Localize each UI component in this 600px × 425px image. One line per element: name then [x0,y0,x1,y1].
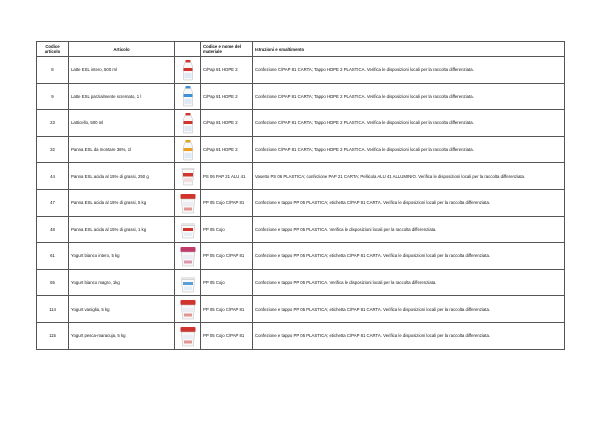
cell-material: PP 05 Cojo [201,216,253,243]
cell-code: 8 [37,57,69,84]
cell-image [175,189,201,216]
table-row [37,322,565,349]
table-row [37,110,565,137]
cell-material: PP 05 Cojo C/PAP 81 [201,243,253,270]
bottle-icon [179,85,197,107]
cell-image [175,322,201,349]
cell-image [175,243,201,270]
cell-code: 65 [37,269,69,296]
cell-code: 115 [37,322,69,349]
bottle-icon [179,59,197,81]
cell-material: PP 05 Cojo C/PAP 81 [201,322,253,349]
cell-instructions: Confezione C/PAP 81 CARTA; Tappo HDPE 2 PLASTICA. Verifica le disposizioni locali per la raccolta differenziata. [253,83,565,110]
cell-code: 23 [37,110,69,137]
bucket-icon [179,298,197,320]
table-row [37,216,565,243]
cell-material: C/Pap 81 HDPE 2 [201,83,253,110]
cell-article: Panna ESL acida al 15% di grassi, 1 kg [69,216,175,243]
cell-code: 47 [37,189,69,216]
cell-instructions: Confezione C/PAP 81 CARTA; Tappo HDPE 2 PLASTICA. Verifica le disposizioni locali per la raccolta differenziata. [253,136,565,163]
table-row [37,243,565,270]
table-row [37,189,565,216]
cell-code: 44 [37,163,69,190]
cell-instructions: Confezione C/PAP 81 CARTA; Tappo HDPE 2 PLASTICA. Verifica le disposizioni locali per la raccolta differenziata. [253,110,565,137]
cell-article: Yogurt bianco magro, 1kg [69,269,175,296]
cell-instructions: Confezione e tappo PP 05 PLASTICA. Verifica le disposizioni locali per la raccolta differenziata. [253,269,565,296]
bucket-icon [179,192,197,214]
cell-article: Yogurt pesca-maracuja, 5 kg [69,322,175,349]
cell-instructions: Confezione e tappo PP 05 PLASTICA; etichetta C/PAP 81 CARTA. Verifica le disposizioni locali per la raccolta differenziata. [253,189,565,216]
cell-instructions: Confezione e tappo PP 05 PLASTICA; etichetta C/PAP 81 CARTA. Verifica le disposizioni locali per la raccolta differenziata. [253,243,565,270]
cell-article: Panna ESL acida al 15% di grassi, 5 kg [69,189,175,216]
header-article: Articolo [69,42,175,57]
cell-article: Panna ESL da montare 36%, 1l [69,136,175,163]
bottle-icon [179,112,197,134]
cell-material: C/Pap 81 HDPE 2 [201,136,253,163]
cell-code: 61 [37,243,69,270]
cell-code: 114 [37,296,69,323]
cell-article: Latte ESL intero, 500 ml [69,57,175,84]
tub-icon [179,218,197,240]
cell-image [175,110,201,137]
table-row [37,296,565,323]
cell-instructions: Vasetto PS 06 PLASTICA; confezione PAP 21 CARTA; Pellicola ALU 41 ALLUMINIO. Verifica le disposizioni locali per la raccolta differenziata. [253,163,565,190]
cell-material: PS 06 PAP 21 ALU 41 [201,163,253,190]
table-row [37,269,565,296]
cell-instructions: Confezione C/PAP 81 CARTA; Tappo HDPE 2 PLASTICA. Verifica le disposizioni locali per la raccolta differenziata. [253,57,565,84]
cell-image [175,136,201,163]
cell-material: C/Pap 81 HDPE 2 [201,110,253,137]
cell-article: Yogurt vaniglia, 5 kg [69,296,175,323]
header-instructions: Istruzioni e smaltimento [253,42,565,57]
cell-image [175,57,201,84]
cell-article: Panna ESL acida al 15% di grassi, 250 g [69,163,175,190]
cell-code: 9 [37,83,69,110]
table-row [37,83,565,110]
header-code: Codice articolo [37,42,69,57]
cup-icon [179,165,197,187]
cell-image [175,83,201,110]
header-material: Codice e nome del materiale [201,42,253,57]
bucket-icon [179,325,197,347]
cell-instructions: Confezione e tappo PP 05 PLASTICA; etichetta C/PAP 81 CARTA. Verifica le disposizioni locali per la raccolta differenziata. [253,322,565,349]
table-row [37,136,565,163]
cell-material: PP 05 Cojo C/PAP 81 [201,189,253,216]
table-row [37,163,565,190]
cell-material: PP 05 Cojo [201,269,253,296]
bucket-icon [179,245,197,267]
cell-article: Latte ESL parzialmente scremato, 1 l [69,83,175,110]
cell-instructions: Confezione e tappo PP 05 PLASTICA. Verifica le disposizioni locali per la raccolta differenziata. [253,216,565,243]
header-image [175,42,201,57]
cell-article: Yogurt bianco intero, 5 kg [69,243,175,270]
cell-image [175,269,201,296]
cell-image [175,296,201,323]
cell-image [175,216,201,243]
cell-article: Latticello, 500 ml [69,110,175,137]
recycling-table [36,41,565,350]
cell-material: PP 05 Cojo C/PAP 81 [201,296,253,323]
table-row [37,57,565,84]
cell-instructions: Confezione e tappo PP 05 PLASTICA; etichetta C/PAP 81 CARTA. Verifica le disposizioni locali per la raccolta differenziata. [253,296,565,323]
table-body [37,57,565,350]
bottle-icon [179,139,197,161]
cell-code: 48 [37,216,69,243]
cell-code: 32 [37,136,69,163]
tub-icon [179,272,197,294]
header-row [37,42,565,57]
cell-material: C/Pap 81 HDPE 2 [201,57,253,84]
cell-image [175,163,201,190]
